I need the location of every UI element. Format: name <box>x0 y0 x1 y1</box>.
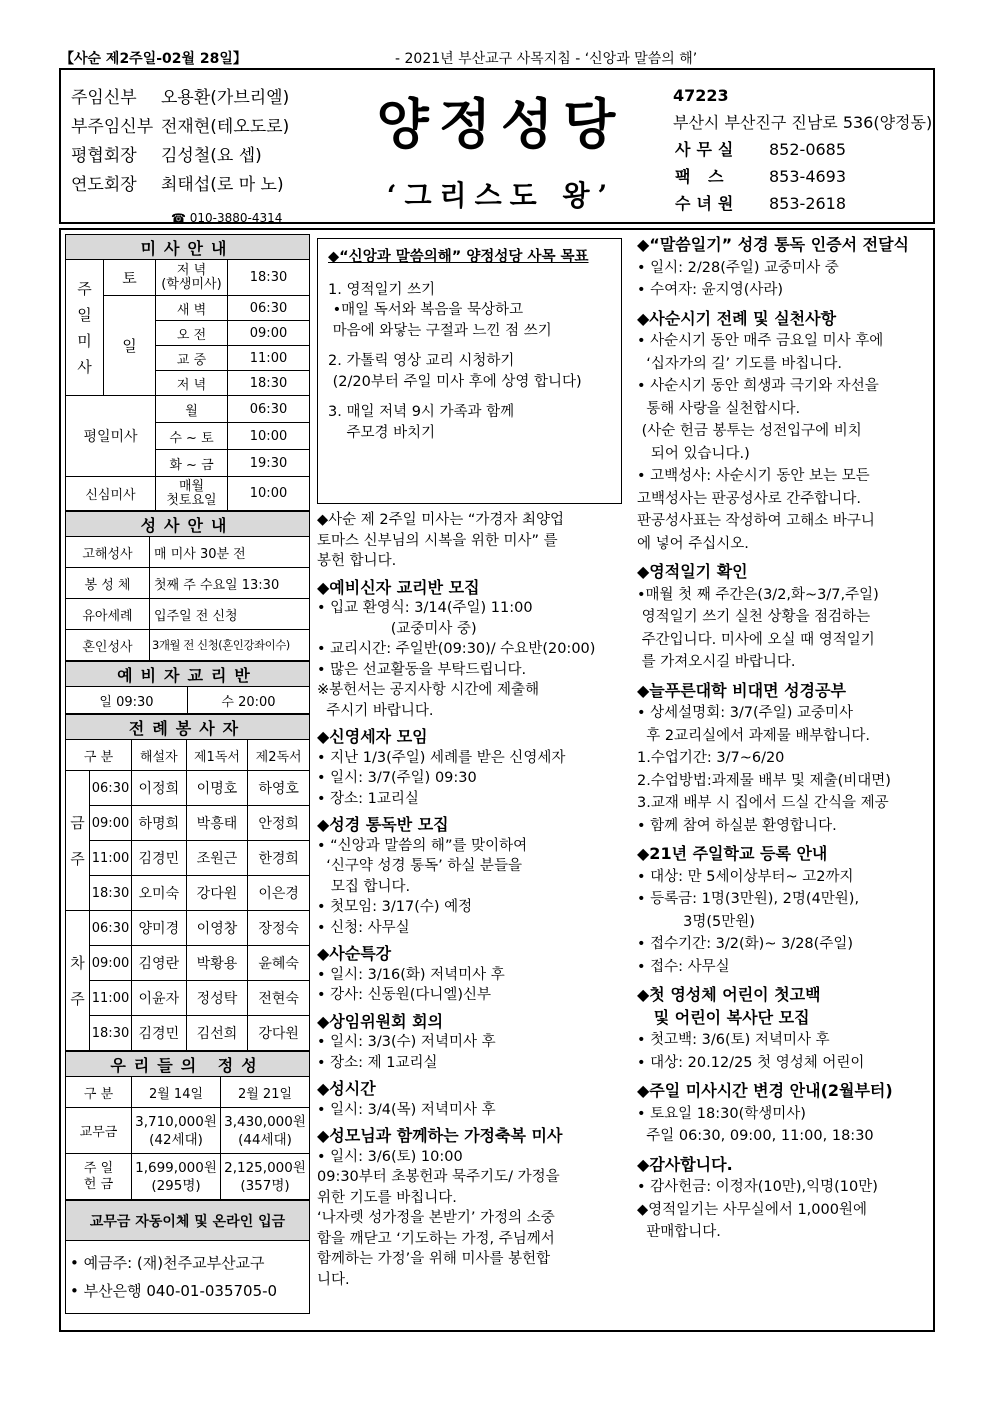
server-name: 박황용 <box>186 946 248 981</box>
server-time: 18:30 <box>90 876 132 911</box>
server-name: 오미숙 <box>132 876 187 911</box>
mass-name: 저 녁 <box>156 371 228 396</box>
offering-title: 우리들의 정성 <box>66 1052 310 1077</box>
catechumen-table <box>65 661 310 714</box>
week-label: 금 주 <box>66 771 90 911</box>
staff-role: 부주임신부 <box>71 117 154 137</box>
notice <box>637 984 933 1074</box>
staff-row <box>71 171 289 200</box>
pastoral-goal-box <box>317 238 622 504</box>
notice-body: • 상세설명회: 3/7(주일) 교중미사 후 2교리실에서 과제물 배부합니다. 1.수업기간: 3/7~6/20 2.수업방법:과제물 배부 및 제출(비대면) 3.교재 배부 시 집에서 드실 간식을 제공 • 함께 참여 하실분 환영합니다. <box>637 705 891 834</box>
mass-time: 19:30 <box>228 450 310 477</box>
servers-header: 제2독서 <box>248 740 310 771</box>
goal-item: 3. 매일 저녁 9시 가족과 함께 주모경 바치기 <box>328 404 515 441</box>
offering-header: 구 분 <box>66 1077 132 1108</box>
notice <box>317 1079 622 1120</box>
notice-body: • 대상: 만 5세이상부터~ 고2까지 • 등록금: 1명(3만원), 2명(4만원), 3명(5만원) • 접수기간: 3/2(화)~ 3/28(주일) • 접수: 사무실 <box>637 868 860 975</box>
mass-time: 18:30 <box>228 371 310 396</box>
sacrament-value: 3개월 전 신청(혼인강좌이수) <box>150 630 310 661</box>
notice <box>637 561 933 674</box>
server-name: 한경희 <box>248 841 310 876</box>
sunday-label: 일 <box>104 296 156 396</box>
mass-name: 월 <box>156 396 228 423</box>
weekday-mass-label: 평일미사 <box>66 396 156 477</box>
catechumen-title: 예비자교리반 <box>66 662 310 687</box>
notice-body: ◆사순 제 2주일 미사는 “가경자 최양업 토마스 신부님의 시복을 위한 미사” 를 봉헌 합니다. <box>317 512 565 569</box>
offering-key: 주 일 헌 금 <box>66 1154 132 1200</box>
server-name: 강다원 <box>248 1016 310 1051</box>
mass-name: 저 녁 (학생미사) <box>156 260 228 296</box>
notice-body: • 일시: 3/16(화) 저녁미사 후 • 강사: 신동원(다니엘)신부 <box>317 966 505 1003</box>
account-holder: • 예금주: (재)천주교부산교구 <box>70 1254 265 1272</box>
mass-name: 교 중 <box>156 346 228 371</box>
church-subtitle: ‘그리스도 왕’ <box>386 179 616 212</box>
contact-key: 수녀원 <box>675 194 740 213</box>
notice-title: ◆사순시기 전례 및 실천사항 <box>637 308 837 328</box>
server-name: 이영창 <box>186 911 248 946</box>
server-time: 06:30 <box>90 911 132 946</box>
notice-title: ◆상임위원회 회의 <box>317 1011 444 1031</box>
mass-name: 매월 첫토요일 <box>156 477 228 511</box>
servers-header: 구 분 <box>66 740 132 771</box>
mass-name: 화 ~ 금 <box>156 450 228 477</box>
notice <box>637 680 933 838</box>
mass-title: 미사안내 <box>66 235 310 260</box>
notice-title: ◆주일 미사시간 변경 안내(2월부터) <box>637 1081 893 1100</box>
contact-value: 853-4693 <box>769 167 847 186</box>
staff-row <box>71 113 289 142</box>
notice <box>317 727 622 809</box>
notice <box>317 510 622 572</box>
contact-key: 사무실 <box>675 140 740 159</box>
notice-title: ◆21년 주일학교 등록 안내 <box>637 844 828 863</box>
server-name: 하영호 <box>248 771 310 806</box>
sunday-mass-label: 주 일 미 사 <box>66 260 104 396</box>
staff-row <box>71 142 289 171</box>
notice-body: • “신앙과 말씀의 해”를 맞이하여 ‘신구약 성경 통독’ 하실 분들을 모집 합니다. • 첫모임: 3/17(수) 예정 • 신청: 사무실 <box>317 837 528 936</box>
server-name: 이정희 <box>132 771 187 806</box>
contact-row <box>673 136 932 163</box>
server-time: 11:00 <box>90 841 132 876</box>
contact-row <box>673 190 932 217</box>
server-name: 전현숙 <box>248 981 310 1016</box>
phone-number: ☎ 010-3880-4314 <box>171 211 283 225</box>
contact-key: 팩 스 <box>675 167 730 186</box>
notice-body: • 일시: 3/4(목) 저녁미사 후 <box>317 1101 496 1118</box>
pastoral-motto: - 2021년 부산교구 사목지침 - ‘신앙과 말씀의 해’ <box>395 51 698 67</box>
notice <box>317 1126 622 1290</box>
sacrament-key: 혼인성사 <box>66 630 150 661</box>
mass-name: 오 전 <box>156 321 228 346</box>
servers-title: 전례봉사자 <box>66 715 310 740</box>
server-name: 김경민 <box>132 1016 187 1051</box>
notice-title: ◆감사합니다. <box>637 1154 733 1174</box>
server-name: 조원근 <box>186 841 248 876</box>
notice <box>317 578 622 722</box>
server-name: 안정희 <box>248 806 310 841</box>
offering-header: 2월 14일 <box>132 1077 221 1108</box>
issue-date: 【사순 제2주일-02월 28일】 <box>60 51 247 67</box>
notice <box>317 1012 622 1074</box>
notice-body: ◆영적일기는 사무실에서 1,000원에 판매합니다. <box>637 1201 867 1240</box>
servers-header: 제1독서 <box>186 740 248 771</box>
staff-list <box>71 84 290 225</box>
server-name: 윤혜숙 <box>248 946 310 981</box>
notice <box>637 1199 933 1244</box>
account-number: • 부산은행 040-01-035705-0 <box>70 1282 278 1300</box>
server-time: 09:00 <box>90 946 132 981</box>
server-name: 김선희 <box>186 1016 248 1051</box>
offering-value: 2,125,000원 (357명) <box>221 1154 310 1200</box>
notice <box>637 308 933 556</box>
notice-body: • 지난 1/3(주일) 세례를 받은 신영세자 • 일시: 3/7(주일) 09:30 • 장소: 1교리실 <box>317 749 566 807</box>
mass-time: 09:00 <box>228 321 310 346</box>
mass-time: 11:00 <box>228 346 310 371</box>
staff-role: 연도회장 <box>71 175 137 195</box>
left-column <box>65 234 310 1314</box>
staff-name: 김성철(요 셉) <box>161 146 262 166</box>
goal-title: ◆“신앙과 말씀의해” 양정성당 사목 목표 <box>328 249 589 265</box>
mass-time: 18:30 <box>228 260 310 296</box>
notice <box>637 234 933 302</box>
notice-body: • 토요일 18:30(학생미사) 주일 06:30, 09:00, 11:00, 18:30 <box>637 1105 874 1144</box>
saturday-label: 토 <box>104 260 156 296</box>
mass-time: 10:00 <box>228 423 310 450</box>
server-name: 이명호 <box>186 771 248 806</box>
notice-title: ◆영적일기 확인 <box>637 562 748 581</box>
autopay-body <box>66 1241 310 1314</box>
notice-body: • 감사헌금: 이정자(10만),익명(10만) <box>637 1179 878 1195</box>
mass-name: 수 ~ 토 <box>156 423 228 450</box>
address-line: 부산시 부산진구 진남로 536(양정동) <box>673 113 933 132</box>
autopay-title: 교무금 자동이체 및 온라인 입금 <box>66 1201 310 1241</box>
offering-value: 3,710,000원 (42세대) <box>132 1108 221 1154</box>
notice <box>317 944 622 1006</box>
sacrament-table <box>65 511 310 661</box>
server-name: 하명희 <box>132 806 187 841</box>
goal-item: 1. 영적일기 쓰기 •매일 독서와 복음을 묵상하고 마음에 와닿는 구절과 느낀 점 쓰기 <box>328 281 552 339</box>
offering-key: 교무금 <box>66 1108 132 1154</box>
staff-role: 평협회장 <box>71 146 137 166</box>
notice-body: • 입교 환영식: 3/14(주일) 11:00 (교중미사 중) • 교리시간: 주일반(09:30)/ 수요반(20:00) • 많은 선교활동을 부탁드립니다. ※봉헌서는 공지사항 시간에 제출해 주시기 바랍니다. <box>317 600 596 719</box>
notice-body: • 사순시기 동안 매주 금요일 미사 후에 ‘십자가의 길’ 기도를 바칩니다. • 사순시기 동안 희생과 극기와 자선을 통해 사랑을 실천합시다. (사순 헌금 봉투는 성전입구에 비치 되어 있습니다.) • 고백성사: 사순시기 동안 보는 모든 고백성사는 판공성사로 간주합니다. 판공성사표는 작성하여 고해소 바구니 에 넣어 주십시오. <box>637 333 884 552</box>
server-name: 박흥태 <box>186 806 248 841</box>
notice-body: • 일시: 2/28(주일) 교중미사 중 • 수여자: 윤지영(사라) <box>637 259 839 298</box>
offering-header: 2월 21일 <box>221 1077 310 1108</box>
middle-column <box>317 234 622 1290</box>
server-name: 이윤자 <box>132 981 187 1016</box>
notice-title: ◆성모님과 함께하는 가정축복 미사 <box>317 1126 563 1145</box>
catechumen-sunday: 일 09:30 <box>66 687 188 714</box>
sacrament-key: 봉 성 체 <box>66 568 150 599</box>
server-time: 11:00 <box>90 981 132 1016</box>
header-box <box>59 68 935 224</box>
notice-title: ◆성경 통독반 모집 <box>317 815 449 834</box>
mass-time: 06:30 <box>228 296 310 321</box>
notice-body: • 일시: 3/3(수) 저녁미사 후 • 장소: 제 1교리실 <box>317 1034 496 1071</box>
server-name: 장정숙 <box>248 911 310 946</box>
staff-role: 주임신부 <box>71 88 137 108</box>
server-name: 정성탁 <box>186 981 248 1016</box>
offering-table <box>65 1051 310 1200</box>
notice-title: ◆“말씀일기” 성경 통독 인증서 전달식 <box>637 235 910 254</box>
mass-table <box>65 234 310 511</box>
notice <box>637 1080 933 1148</box>
offering-value: 1,699,000원 (295명) <box>132 1154 221 1200</box>
notice-title: ◆예비신자 교리반 모집 <box>317 577 480 597</box>
zip-code: 47223 <box>673 86 729 105</box>
contact-value: 852-0685 <box>769 140 847 159</box>
mass-time: 06:30 <box>228 396 310 423</box>
sacrament-value: 매 미사 30분 전 <box>150 537 310 568</box>
catechumen-wednesday: 수 20:00 <box>188 687 310 714</box>
server-time: 06:30 <box>90 771 132 806</box>
sacrament-value: 첫째 주 수요일 13:30 <box>150 568 310 599</box>
server-time: 18:30 <box>90 1016 132 1051</box>
sacrament-key: 유아세례 <box>66 599 150 630</box>
notice <box>317 815 622 938</box>
notice-title: ◆사순특강 <box>317 944 392 963</box>
server-name: 김영란 <box>132 946 187 981</box>
autopay-table <box>65 1200 310 1314</box>
contact-value: 853-2618 <box>769 194 847 213</box>
notice-title: ◆첫 영성체 어린이 첫고백 및 어린이 복사단 모집 <box>637 985 821 1027</box>
server-time: 09:00 <box>90 806 132 841</box>
offering-value: 3,430,000원 (44세대) <box>221 1108 310 1154</box>
staff-row <box>71 84 289 113</box>
notice-title: ◆성시간 <box>317 1079 376 1098</box>
server-name: 김경민 <box>132 841 187 876</box>
notice-body: • 일시: 3/6(토) 10:00 09:30부터 초봉헌과 묵주기도/ 가정을 위한 기도를 바칩니다. ‘나자렛 성가정을 본받기’ 가정의 소중 함을 깨닫고 ‘기도하는 가정, 주님께서 함께하는 가정’을 위해 미사를 봉헌합 니다. <box>317 1148 560 1288</box>
notice-title: ◆신영세자 모임 <box>317 727 428 746</box>
contact-row <box>673 163 932 190</box>
notice-title: ◆늘푸른대학 비대면 성경공부 <box>637 680 846 700</box>
notice-body: •매월 첫 째 주간은(3/2,화~3/7,주일) 영적일기 쓰기 실천 상황을 점검하는 주간입니다. 미사에 오실 때 영적일기 를 가져오시길 바랍니다. <box>637 586 879 670</box>
staff-name: 오용환(가브리엘) <box>161 88 290 108</box>
server-name: 양미경 <box>132 911 187 946</box>
sacrament-value: 입주일 전 신청 <box>150 599 310 630</box>
staff-name: 전재현(테오도로) <box>161 117 290 137</box>
notice <box>637 1154 933 1199</box>
church-name: 양정성당 <box>376 92 626 156</box>
servers-header: 해설자 <box>132 740 187 771</box>
staff-name: 최태섭(로 마 노) <box>161 175 284 195</box>
mass-time: 10:00 <box>228 477 310 511</box>
servers-table <box>65 714 310 1051</box>
notice-body: • 첫고백: 3/6(토) 저녁미사 후 • 대상: 20.12/25 첫 영성체 어린이 <box>637 1032 865 1071</box>
goal-item: 2. 가톨릭 영상 교리 시청하기 (2/20부터 주일 미사 후에 상영 합니다) <box>328 353 582 390</box>
right-column <box>637 234 933 1244</box>
main-box <box>59 228 935 1332</box>
week-label: 차 주 <box>66 911 90 1051</box>
sacrament-key: 고해성사 <box>66 537 150 568</box>
server-name: 강다원 <box>186 876 248 911</box>
devotion-mass-label: 신심미사 <box>66 477 156 511</box>
sacrament-title: 성사안내 <box>66 512 310 537</box>
server-name: 이은경 <box>248 876 310 911</box>
address-block <box>673 82 932 217</box>
mass-name: 새 벽 <box>156 296 228 321</box>
notice <box>637 843 933 978</box>
